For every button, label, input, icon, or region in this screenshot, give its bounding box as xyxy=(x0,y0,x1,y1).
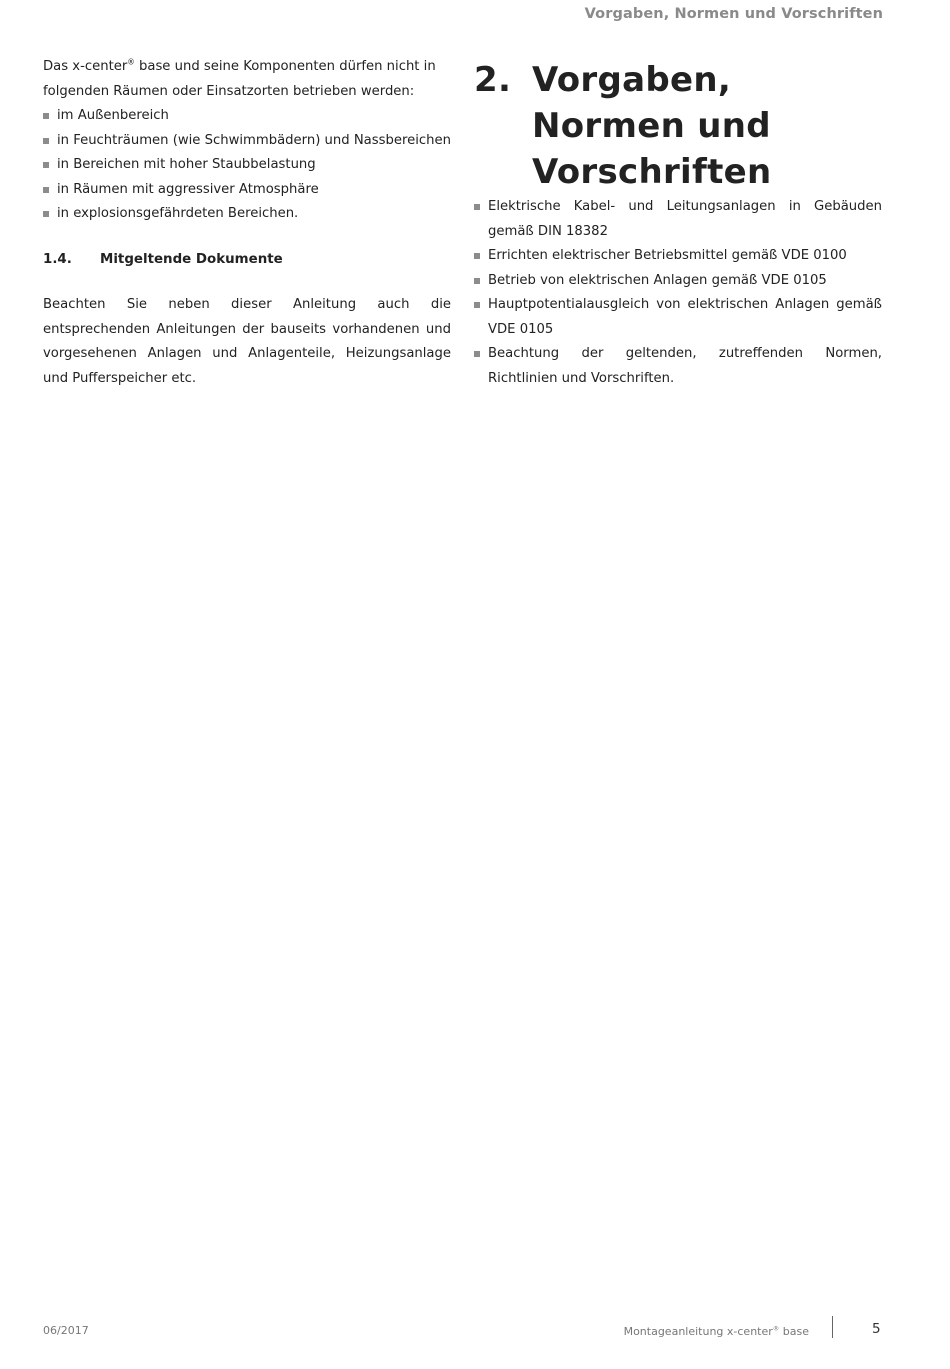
right-column xyxy=(474,55,882,391)
list-item-text: in explosionsgefährdeten Bereichen. xyxy=(57,206,299,221)
square-bullet-icon xyxy=(43,113,49,119)
list-item xyxy=(43,153,451,178)
square-bullet-icon xyxy=(474,302,480,308)
footer-date: 06/2017 xyxy=(43,1324,89,1337)
list-item-text: Beachtung der geltenden, zutreffenden Normen, Richtlinien und Vorschriften. xyxy=(488,346,882,386)
registered-mark: ® xyxy=(127,57,135,67)
square-bullet-icon xyxy=(474,351,480,357)
square-bullet-icon xyxy=(43,187,49,193)
chapter-number: 2. xyxy=(474,60,512,100)
chapter-heading xyxy=(474,57,882,195)
subsection-number: 1.4. xyxy=(43,251,72,267)
standards-list xyxy=(474,195,882,391)
list-item-text: Hauptpotentialausgleich von elektrischen Anlagen gemäß VDE 0105 xyxy=(488,297,882,337)
square-bullet-icon xyxy=(43,138,49,144)
chapter-title: Vorgaben, Normen und Vorschriften xyxy=(532,60,772,192)
square-bullet-icon xyxy=(474,204,480,210)
left-column xyxy=(43,55,451,391)
list-item-text: Betrieb von elektrischen Anlagen gemäß VDE 0105 xyxy=(488,272,827,288)
list-item xyxy=(474,195,882,244)
list-item xyxy=(43,104,451,129)
registered-mark: ® xyxy=(772,1324,780,1333)
list-item-text: in Bereichen mit hoher Staubbelastung xyxy=(57,157,316,172)
list-item xyxy=(474,269,882,294)
list-item-text: Errichten elektrischer Betriebsmittel gemäß VDE 0100 xyxy=(488,248,847,263)
list-item-text: in Räumen mit aggressiver Atmosphäre xyxy=(57,181,319,197)
square-bullet-icon xyxy=(43,211,49,217)
intro-text-end: base und seine Komponenten dürfen nicht in folgenden Räumen oder Einsatzorten betrieben werden: xyxy=(43,59,436,99)
list-item xyxy=(43,202,451,227)
square-bullet-icon xyxy=(43,162,49,168)
list-item xyxy=(474,342,882,391)
list-item-text: Elektrische Kabel- und Leitungsanlagen in Gebäuden gemäß DIN 18382 xyxy=(488,199,882,239)
footer-title-end: base xyxy=(779,1325,809,1338)
list-item-text: im Außenbereich xyxy=(57,108,169,123)
square-bullet-icon xyxy=(474,253,480,259)
subsection-heading xyxy=(43,248,451,273)
page-number: 5 xyxy=(872,1321,881,1337)
running-header: Vorgaben, Normen und Vorschriften xyxy=(584,6,883,22)
list-item xyxy=(43,178,451,203)
intro-text-start: Das x-center xyxy=(43,59,128,74)
related-documents-paragraph: Beachten Sie neben dieser Anleitung auch die entsprechenden Anleitungen der bauseits vorhandenen und vorgesehenen Anlagen und Anlagenteile, Heizungsanlage und Pufferspeicher etc. xyxy=(43,297,451,386)
square-bullet-icon xyxy=(474,278,480,284)
list-item xyxy=(474,293,882,342)
list-item xyxy=(474,244,882,269)
footer-title-start: Montageanleitung x-center xyxy=(623,1325,773,1338)
list-item-text: in Feuchträumen (wie Schwimmbädern) und Nassbereichen xyxy=(57,132,451,148)
prohibited-locations-list xyxy=(43,104,451,227)
footer-manual-title xyxy=(624,1325,809,1338)
footer-divider xyxy=(832,1316,833,1338)
subsection-title: Mitgeltende Dokumente xyxy=(100,251,283,267)
list-item xyxy=(43,129,451,154)
intro-paragraph xyxy=(43,55,451,104)
